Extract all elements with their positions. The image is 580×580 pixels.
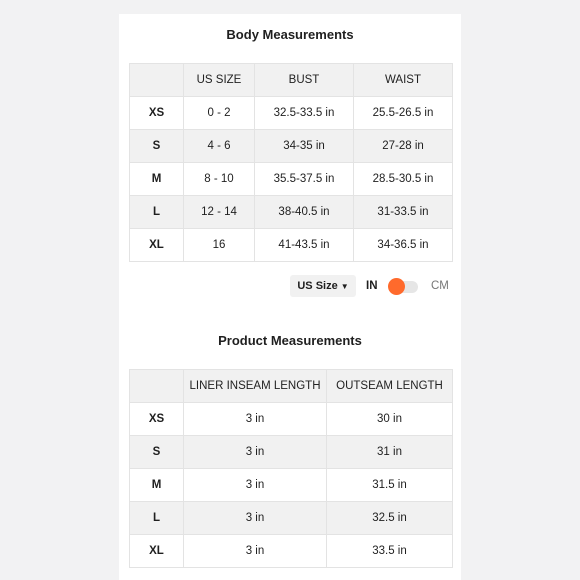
- size-label: XS: [130, 97, 184, 130]
- size-label: M: [130, 469, 184, 502]
- unit-cm-label: CM: [431, 280, 449, 292]
- unit-toggle[interactable]: [388, 279, 420, 293]
- table-header-row: [130, 370, 453, 403]
- size-label: XL: [130, 229, 184, 262]
- bust-cell: 34-35 in: [255, 130, 354, 163]
- size-label: L: [130, 196, 184, 229]
- caret-down-icon: ▼: [340, 282, 349, 291]
- body-measurements-title: Body Measurements: [226, 27, 354, 42]
- table-row: [130, 436, 453, 469]
- header-waist: WAIST: [354, 64, 453, 97]
- bust-cell: 41-43.5 in: [255, 229, 354, 262]
- table-row: [130, 196, 453, 229]
- unit-in-label: IN: [366, 280, 378, 292]
- size-label: S: [130, 130, 184, 163]
- table-row: [130, 535, 453, 568]
- size-chart-card: [119, 14, 461, 580]
- us-size-cell: 4 - 6: [184, 130, 255, 163]
- header-us-size: US SIZE: [184, 64, 255, 97]
- us-size-cell: 0 - 2: [184, 97, 255, 130]
- outseam-cell: 31 in: [327, 436, 453, 469]
- product-measurements-title: Product Measurements: [218, 333, 362, 348]
- liner-inseam-cell: 3 in: [184, 535, 327, 568]
- size-label: M: [130, 163, 184, 196]
- table-row: [130, 403, 453, 436]
- table-row: [130, 97, 453, 130]
- bust-cell: 35.5-37.5 in: [255, 163, 354, 196]
- header-cell: [130, 370, 184, 403]
- size-system-label: US Size: [297, 280, 338, 292]
- header-bust: BUST: [255, 64, 354, 97]
- table-row: [130, 469, 453, 502]
- outseam-cell: 32.5 in: [327, 502, 453, 535]
- table-row: [130, 130, 453, 163]
- header-cell: [130, 64, 184, 97]
- bust-cell: 38-40.5 in: [255, 196, 354, 229]
- outseam-cell: 30 in: [327, 403, 453, 436]
- us-size-cell: 16: [184, 229, 255, 262]
- liner-inseam-cell: 3 in: [184, 436, 327, 469]
- size-label: S: [130, 436, 184, 469]
- outseam-cell: 31.5 in: [327, 469, 453, 502]
- table-header-row: [130, 64, 453, 97]
- waist-cell: 25.5-26.5 in: [354, 97, 453, 130]
- waist-cell: 34-36.5 in: [354, 229, 453, 262]
- header-outseam: OUTSEAM LENGTH: [327, 370, 453, 403]
- waist-cell: 31-33.5 in: [354, 196, 453, 229]
- us-size-cell: 12 - 14: [184, 196, 255, 229]
- table-row: [130, 163, 453, 196]
- table-row: [130, 502, 453, 535]
- size-label: XS: [130, 403, 184, 436]
- size-label: XL: [130, 535, 184, 568]
- liner-inseam-cell: 3 in: [184, 403, 327, 436]
- us-size-cell: 8 - 10: [184, 163, 255, 196]
- bust-cell: 32.5-33.5 in: [255, 97, 354, 130]
- liner-inseam-cell: 3 in: [184, 469, 327, 502]
- product-measurements-table: [129, 369, 453, 568]
- outseam-cell: 33.5 in: [327, 535, 453, 568]
- waist-cell: 28.5-30.5 in: [354, 163, 453, 196]
- liner-inseam-cell: 3 in: [184, 502, 327, 535]
- toggle-knob: [388, 278, 405, 295]
- table-row: [130, 229, 453, 262]
- body-measurements-table: [129, 63, 453, 262]
- header-liner-inseam: LINER INSEAM LENGTH: [184, 370, 327, 403]
- waist-cell: 27-28 in: [354, 130, 453, 163]
- size-system-dropdown[interactable]: [290, 275, 356, 297]
- size-label: L: [130, 502, 184, 535]
